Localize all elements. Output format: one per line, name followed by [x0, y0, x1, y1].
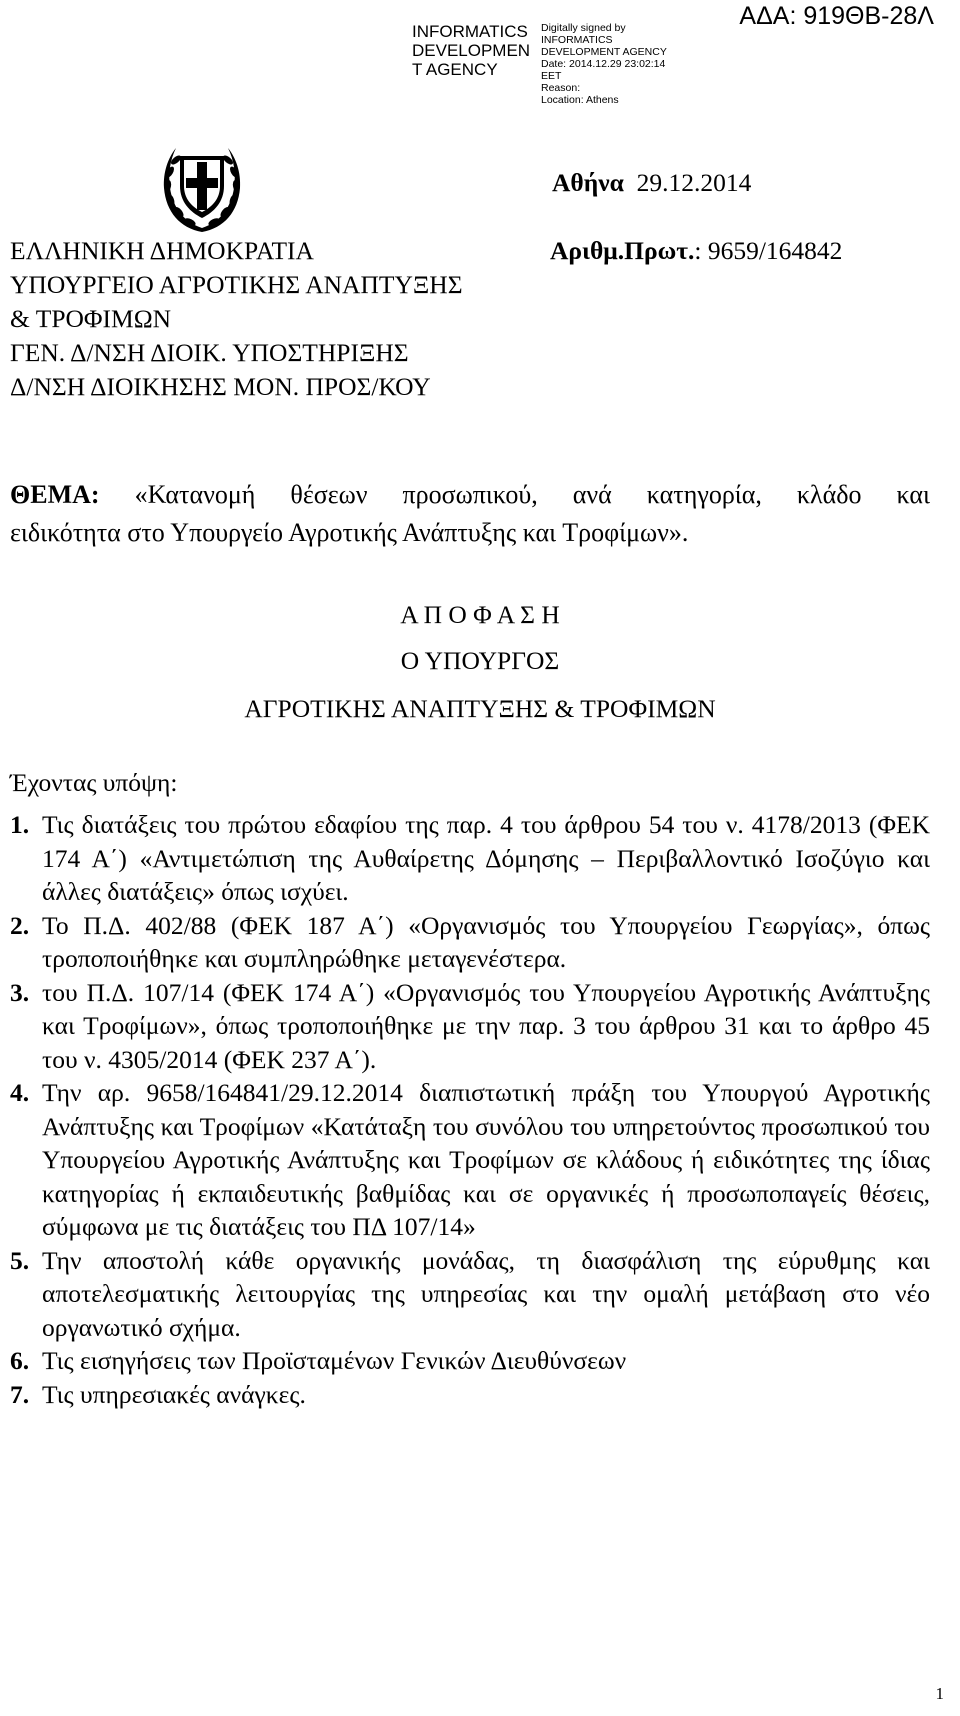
list-item [10, 1344, 930, 1378]
protocol-value: : 9659/164842 [694, 236, 843, 265]
considerations-list [10, 808, 930, 1411]
list-item-number: 1. [10, 810, 30, 839]
decision-subtitle: Ο ΥΠΟΥΡΓΟΣ [400, 646, 560, 675]
list-item-text: Την αρ. 9658/164841/29.12.2014 διαπιστωτική πράξη του Υπουργού Αγροτικής Ανάπτυξης και Τροφίμων «Κατάταξη του συνόλου του υπηρετούντος προσωπικού του Υπουργείου Αγροτικής Ανάπτυξης και Τροφίμων σε κλάδους ή ειδικότητες της ίδιας κατηγορίας ή εκπαιδευτικής βαθμίδας και σε οργανικές ή προσωποπαγείς θέσεις, σύμφωνα με τις διατάξεις του ΠΔ 107/14» [42, 1078, 930, 1241]
header-line-republic: ΕΛΛΗΝΙΚΗ ΔΗΜΟΚΡΑΤΙΑ [10, 236, 314, 265]
date-line [552, 168, 751, 198]
greek-coat-of-arms-icon [160, 142, 244, 234]
subject-line-1 [10, 476, 930, 514]
decision-ministry: ΑΓΡΟΤΙΚΗΣ ΑΝΑΠΤΥΞΗΣ & ΤΡΟΦΙΜΩΝ [244, 694, 716, 723]
considering-heading: Έχοντας υπόψη: [10, 768, 178, 797]
list-item [10, 1076, 930, 1244]
protocol-label: Αριθμ.Πρωτ. [550, 236, 695, 265]
list-item [10, 1378, 930, 1412]
list-item-number: 2. [10, 910, 30, 940]
signature-details [541, 22, 691, 106]
signature-line: INFORMATICS [541, 34, 613, 46]
list-item-text: Τις εισηγήσεις των Προϊσταμένων Γενικών Διευθύνσεων [42, 1346, 627, 1375]
subject-text-2: ειδικότητα στο Υπουργείο Αγροτικής Ανάπτυξης και Τροφίμων». [10, 518, 689, 547]
list-item-number: 5. [10, 1245, 30, 1275]
ada-code: ΑΔΑ: 919ΘΒ-28Λ [739, 2, 934, 30]
list-item-number: 3. [10, 977, 30, 1007]
list-item-text: Τις υπηρεσιακές ανάγκες. [42, 1379, 306, 1409]
list-item-text: Το Π.Δ. 402/88 (ΦΕΚ 187 Α΄) «Οργανισμός του Υπουργείου Γεωργίας», όπως τροποποιήθηκε και συμπληρώθηκε μεταγενέστερα. [42, 910, 930, 973]
date-value: 29.12.2014 [636, 168, 752, 197]
header-line-directorate: Δ/ΝΣΗ ΔΙΟΙΚΗΣΗΣ ΜΟΝ. ΠΡΟΣ/ΚΟΥ [10, 372, 431, 401]
signature-line: Date: 2014.12.29 23:02:14 [541, 58, 666, 70]
signature-line: EET [541, 70, 562, 82]
protocol-line [550, 236, 842, 266]
list-item-number: 7. [10, 1379, 30, 1409]
page-number: 1 [935, 1684, 944, 1703]
signature-line: DEVELOPMENT AGENCY [541, 46, 667, 58]
decision-title: Α Π Ο Φ Α Σ Η [400, 600, 560, 629]
list-item-number: 6. [10, 1346, 30, 1375]
signature-line: Location: Athens [541, 94, 619, 106]
list-item-text: του Π.Δ. 107/14 (ΦΕΚ 174 Α΄) «Οργανισμός του Υπουργείου Αγροτικής Ανάπτυξης και Τροφίμων», όπως τροποποιήθηκε με την παρ. 3 του άρθρου 31 και το άρθρο 45 του ν. 4305/2014 (ΦΕΚ 237 Α΄). [42, 977, 930, 1074]
header-line-ministry-cont: & ΤΡΟΦΙΜΩΝ [10, 304, 172, 333]
list-item [10, 976, 930, 1077]
subject-block [10, 476, 930, 552]
signature-line: Reason: [541, 82, 581, 94]
list-item [10, 909, 930, 976]
list-item [10, 1244, 930, 1345]
list-item-text: Την αποστολή κάθε οργανικής μονάδας, τη διασφάλιση της εύρυθμης και αποτελεσματικής λειτουργίας της υπηρεσίας και την ομαλή μετάβαση στο νέο οργανωτικό σχήμα. [42, 1245, 930, 1342]
list-item-number: 4. [10, 1078, 30, 1107]
header-line-ministry: ΥΠΟΥΡΓΕΙΟ ΑΓΡΟΤΙΚΗΣ ΑΝΑΠΤΥΞΗΣ [10, 270, 463, 299]
list-item [10, 808, 930, 909]
signature-line: Digitally signed by [541, 22, 626, 34]
signature-organization: INFORMATICS DEVELOPMEN T AGENCY [412, 22, 531, 79]
subject-label: ΘΕΜΑ: [10, 480, 100, 509]
header-line-general-directorate: ΓΕΝ. Δ/ΝΣΗ ΔΙΟΙΚ. ΥΠΟΣΤΗΡΙΞΗΣ [10, 338, 409, 367]
subject-text-1: «Κατανομή θέσεων προσωπικού, ανά κατηγορία, κλάδο και [134, 480, 931, 509]
date-label: Αθήνα [552, 168, 624, 197]
list-item-text: Τις διατάξεις του πρώτου εδαφίου της παρ. 4 του άρθρου 54 του ν. 4178/2013 (ΦΕΚ 174 Α΄) «Αντιμετώπιση της Αυθαίρετης Δόμησης – Περιβαλλοντικό Ισοζύγιο και άλλες διατάξεις» όπως ισχύει. [42, 810, 930, 906]
